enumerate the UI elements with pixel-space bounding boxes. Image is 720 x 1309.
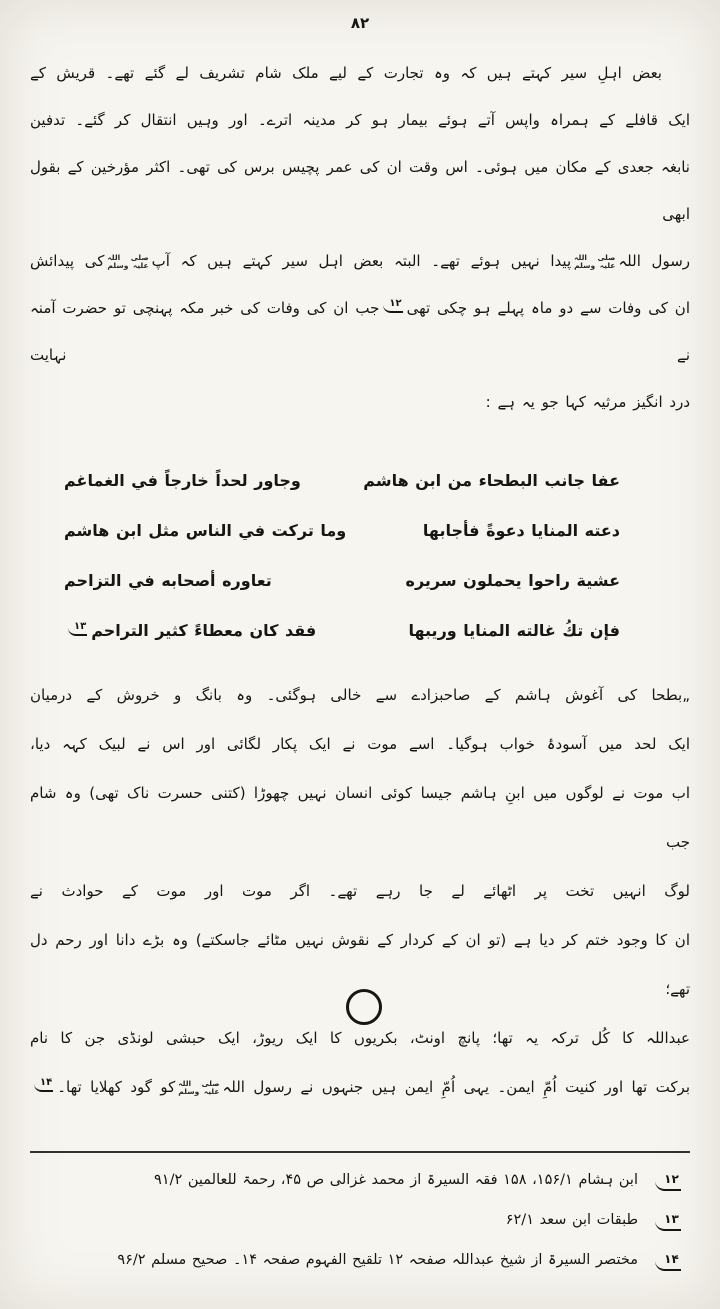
hemistich-second: تعاوره أصحابه في التزاحم — [64, 571, 272, 590]
verse-couplet — [64, 606, 620, 656]
text-line: لوگ انہیں تخت پر اٹھائے لے جا رہے تھے۔ اگر موت اور موت کے حوادث نے — [30, 882, 690, 900]
footnote-list — [0, 1167, 720, 1274]
text-line: درد انگیز مرثیہ کہا جو یہ ہے : — [485, 393, 690, 411]
text-line — [30, 238, 690, 285]
footnote-marker — [646, 1251, 690, 1271]
text-line — [30, 285, 690, 379]
honorific-pbuh-stamp — [178, 1080, 219, 1096]
text-segment: فقد كان معطاءً كثير التراحم — [91, 621, 317, 640]
section-end-circle — [346, 989, 382, 1025]
footnote-number: ۱۳ — [655, 1211, 681, 1231]
hemistich-second — [64, 606, 316, 656]
text-line: ایک لحد میں آسودۂ خواب ہوگیا۔ اسے موت نے ایک پکار لگائی اور اس نے لبیک کہہ دیا، — [30, 735, 690, 753]
text-segment: ان کی وفات سے دو ماہ پہلے ہو چکی تھی — [406, 299, 690, 317]
hemistich-first: عفا جانب البطحاء من ابن هاشم — [363, 471, 620, 490]
honorific-pbuh-stamp — [107, 254, 148, 270]
footnote-text: مختصر السیرۃ از شیخ عبداللہ صفحہ ۱۲ تلقیح الفہوم صفحہ ۱۴۔ صحیح مسلم ۹۶/۲ — [117, 1252, 638, 1268]
elegy-verses — [64, 456, 620, 656]
footnote-ref-13: ۱۳ — [68, 622, 87, 636]
footnote-marker — [646, 1171, 690, 1191]
text-segment: کو گود کھلایا تھا۔ — [57, 1078, 176, 1096]
honorific-line: علیہ وسلم — [178, 1086, 220, 1096]
paragraph-intro — [30, 50, 690, 426]
footnote-ref-14: ۱۴ — [34, 1078, 53, 1092]
hemistich-second: وما تركت في الناس مثل ابن هاشم — [64, 521, 347, 540]
footnote-number: ۱۲ — [655, 1171, 681, 1191]
footnote-row — [34, 1247, 690, 1274]
footnote-area — [0, 1151, 720, 1287]
text-line: بعض اہلِ سیر کہتے ہیں کہ وہ تجارت کے لیے ملک شام تشریف لے گئے تھے۔ قریش کے — [30, 64, 662, 82]
verse-couplet — [64, 556, 620, 606]
honorific-line: علیہ وسلم — [107, 260, 149, 270]
text-line: نابغہ جعدی کے مکان میں ہوئی۔ اس وقت ان کی عمر پچیس برس کی تھی۔ اکثر مؤرخین کے بقول ابھی — [30, 158, 690, 223]
text-segment: کی پیدائش — [30, 252, 105, 270]
text-segment: جب ان کی وفات کی خبر مکہ پہنچی تو حضرت آمنہ نے نہایت — [30, 299, 690, 364]
footnote-text: ابن ہشام ۱۵۶/۱، ۱۵۸ فقہ السیرۃ از محمد غزالی ص ۴۵، رحمۃ للعالمین ۹۱/۲ — [154, 1172, 638, 1188]
footnote-number: ۱۴ — [655, 1251, 681, 1271]
text-line: اب موت نے لوگوں میں ابنِ ہاشم جیسا کوئی انسان نہیں چھوڑا (کتنی حسرت ناک تھی) وہ شام جب — [30, 784, 690, 851]
text-line — [30, 1063, 690, 1112]
honorific-line: صلی اللہ — [574, 252, 616, 262]
text-line: ایک قافلے کے ہمراہ واپس آتے ہوئے بیمار ہو کر مدینہ اترے۔ اور وہیں انتقال کر گئے۔ تدفین — [30, 111, 690, 129]
footnote-marker — [646, 1211, 690, 1231]
footnote-row — [34, 1167, 690, 1194]
honorific-line: صلی اللہ — [178, 1078, 220, 1088]
footnote-text: طبقات ابن سعد ۶۲/۱ — [505, 1212, 638, 1228]
hemistich-first: عشية راحوا يحملون سريره — [405, 571, 620, 590]
footnote-divider — [30, 1151, 690, 1153]
footnote-ref-12: ۱۲ — [383, 299, 402, 313]
paragraph-translation — [30, 671, 690, 1112]
hemistich-first: فإن تكُ غالته المنايا وريبها — [408, 621, 620, 640]
honorific-pbuh-stamp — [574, 254, 615, 270]
text-segment: پیدا نہیں ہوئے تھے۔ البتہ بعض اہل سیر کہتے ہیں کہ آپ — [151, 252, 572, 270]
text-line: ان کا وجود ختم کر دیا ہے (تو ان کے کردار کے نقوش نہیں مٹائے جاسکتے) وہ بڑے دانا اور رحم دل تھے؛ — [30, 931, 690, 998]
honorific-line: علیہ وسلم — [574, 260, 616, 270]
hemistich-second: وجاور لحداً خارجاً في الغماغم — [64, 471, 301, 490]
verse-couplet — [64, 456, 620, 506]
footnote-row — [34, 1207, 690, 1234]
text-line: عبداللہ کا کُل ترکہ یہ تھا؛ پانچ اونٹ، بکریوں کا ایک ریوڑ، ایک حبشی لونڈی جن کا نام — [30, 1029, 690, 1047]
text-line: „بطحا کی آغوش ہاشم کے صاحبزادے سے خالی ہوگئی۔ وہ بانگ و خروش کے درمیان — [30, 686, 690, 704]
honorific-line: صلی اللہ — [107, 252, 149, 262]
text-segment: برکت تھا اور کنیت اُمِّ ایمن۔ یہی اُمِّ ایمن ہیں جنہوں نے رسول اللہ — [222, 1078, 690, 1096]
verse-couplet — [64, 506, 620, 556]
hemistich-first: دعته المنايا دعوةً فأجابها — [422, 521, 620, 540]
text-segment: رسول اللہ — [618, 252, 691, 270]
page-number: ۸۲ — [350, 14, 370, 32]
